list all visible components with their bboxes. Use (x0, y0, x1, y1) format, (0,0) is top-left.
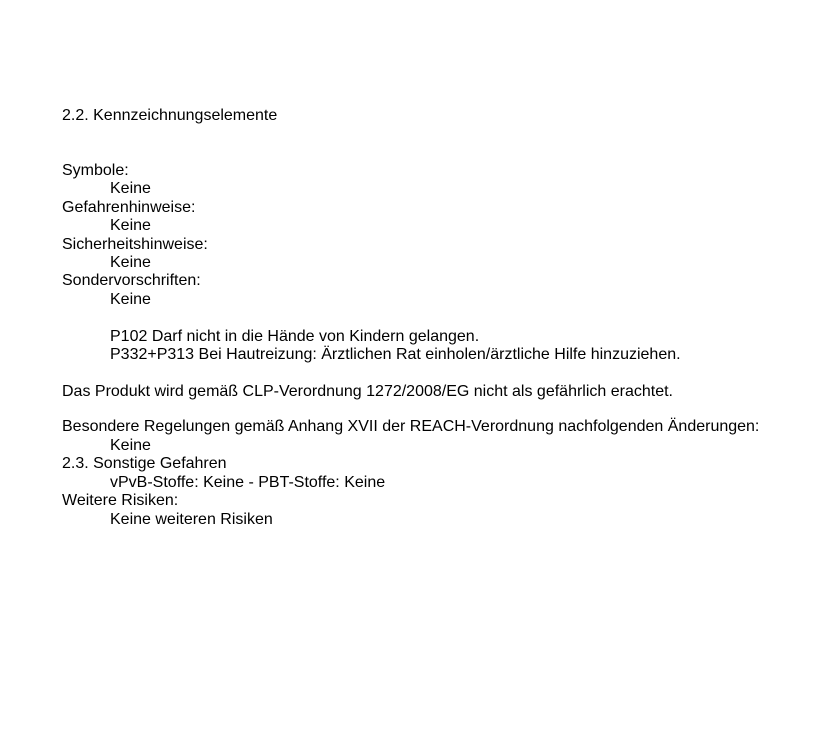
p-statement-p332-p313: P332+P313 Bei Hautreizung: Ärztlichen Rat einholen/ärztliche Hilfe hinzuziehen. (110, 346, 681, 363)
other-risks-label: Weitere Risiken: (62, 492, 179, 509)
hazard-statements-value: Keine (110, 217, 151, 234)
precautionary-statements-label: Sicherheitshinweise: (62, 236, 208, 253)
special-provisions-value: Keine (110, 291, 151, 308)
special-provisions-label: Sondervorschriften: (62, 272, 201, 289)
other-risks-value: Keine weiteren Risiken (110, 511, 273, 528)
reach-annex-xvii-label: Besondere Regelungen gemäß Anhang XVII der REACH-Verordnung nachfolgenden Änderungen: (62, 418, 760, 435)
hazard-statements-label: Gefahrenhinweise: (62, 199, 196, 216)
clp-classification-statement: Das Produkt wird gemäß CLP-Verordnung 1272/2008/EG nicht als gefährlich erachtet. (62, 383, 673, 400)
p-statement-p102: P102 Darf nicht in die Hände von Kindern gelangen. (110, 328, 480, 345)
vpvb-pbt-statement: vPvB-Stoffe: Keine - PBT-Stoffe: Keine (110, 474, 386, 491)
section-heading-2-2: 2.2. Kennzeichnungselemente (62, 107, 278, 124)
section-heading-2-3: 2.3. Sonstige Gefahren (62, 455, 227, 472)
symbols-label: Symbole: (62, 162, 129, 179)
reach-annex-xvii-value: Keine (110, 437, 151, 454)
precautionary-statements-value: Keine (110, 254, 151, 271)
symbols-value: Keine (110, 180, 151, 197)
